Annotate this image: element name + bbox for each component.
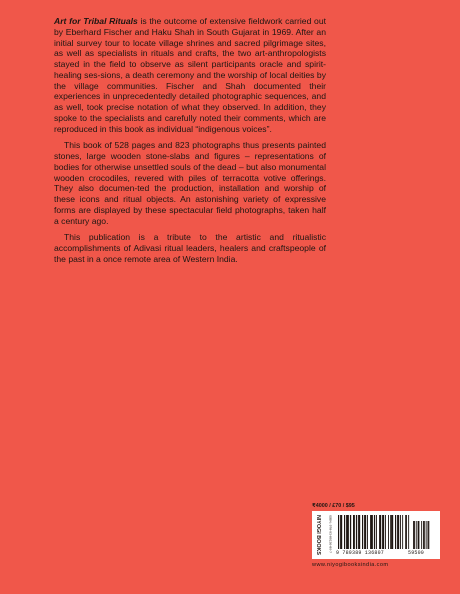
barcode-bar [376,515,377,549]
barcode-bar [400,515,401,549]
barcode-bar [356,515,357,549]
barcode-bar [358,515,359,549]
barcode-bar [370,515,371,549]
barcode-bar [406,515,407,549]
description-paragraph-1-text: is the outcome of extensive fieldwork carried out by Eberhard Fischer and Haku Shah in South Gujarat in 1969. After an initial survey tour to locate village shrines and sacred pilgrimage sites, as well as specialists in rituals and crafts, the two art-anthropologists stayed in the field to observe as silent participants oracle and spirit-healing ses-sions, a death ceremony and the worship of local deities by the village communities. Fischer and Shah documented their experiences in unprecedentedly detailed photographic sequences, and as well, took precise notation of what they observed. In addition, they spoke to the specialists and carefully noted their comments, which are reproduced in this book as individual “indigenous voices”. [54,16,326,134]
barcode-bar [398,515,399,549]
isbn-text: ISBN: 978-93-89136-80-7 [328,515,333,550]
book-description [54,16,326,271]
barcode-bar [383,515,384,549]
barcode-bar [364,515,365,549]
description-paragraph-2: This book of 528 pages and 823 photographs thus presents painted stones, large wooden stone-slabs and figures – representations of bodies for otherwise unsettled souls of the dead – but also monumental wooden crocodiles, revered with piles of terracotta votive offerings. They also documen-ted the production, installation and worship of these icons and ritual objects. An astonishing variety of expressive forms are displayed by these spectacular field photographs, taken half a century ago. [54,140,326,226]
description-paragraph-1 [54,16,326,134]
barcode-bar [347,515,348,549]
barcode-addon-bar [421,521,422,549]
publisher-website: www.niyogibooksindia.com [312,562,389,568]
barcode-bar [372,515,373,549]
barcode-bar [390,515,391,549]
barcode-bar [354,515,355,549]
barcode-bar [382,515,383,549]
barcode-bar [346,515,347,549]
barcode-bar [392,515,393,549]
barcode-bar [402,515,403,549]
barcode-bar [374,515,375,549]
barcode-addon-bar [426,521,427,549]
barcode-bar [391,515,392,549]
isbn-label [328,515,334,555]
barcode-bar [397,515,398,549]
barcode-addon-bar [413,521,414,549]
barcode-main-digits: 9 789389 136807 [336,550,385,556]
barcode-digits [336,549,432,557]
barcode-panel [312,511,440,559]
barcode-bar [338,515,339,549]
barcode-bar [340,515,341,549]
barcode-bar [362,515,363,549]
barcode-bar [388,515,389,549]
barcode-bar [348,515,349,549]
price-label: ₹4000 / £70 / $95 [312,503,355,509]
barcode-bar [380,515,381,549]
barcode-bar [367,515,368,549]
barcode-bar [371,515,372,549]
barcode-addon-bar [418,521,419,549]
barcode-addon-digits: 59500 [408,550,425,556]
barcode-bar [385,515,386,549]
publisher-logo [314,513,326,557]
publisher-logo-text: NIYOGI BOOKS [315,515,321,557]
barcode-bar [408,515,409,549]
barcode-addon-bar [428,521,429,549]
barcode-bar [344,515,345,549]
book-title: Art for Tribal Rituals [54,16,138,26]
barcode-addon-bar [414,521,415,549]
barcode-bar [379,515,380,549]
barcode-bar [405,515,406,549]
barcode-addon-bar [424,521,425,549]
barcode-bar [359,515,360,549]
barcode-addon-bar [419,521,420,549]
barcode-addon-bar [423,521,424,549]
barcode-bar [395,515,396,549]
barcode-bar [353,515,354,549]
barcode-addon-bar [416,521,417,549]
barcode-bar [341,515,342,549]
description-paragraph-3: This publication is a tribute to the artistic and ritualistic accomplishments of Adivasi ritual leaders, healers and craftspeople of the past in a once remote area of Western India. [54,232,326,264]
barcode-bar [350,515,351,549]
barcode-bar [365,515,366,549]
barcode-addon-bar [428,521,429,549]
